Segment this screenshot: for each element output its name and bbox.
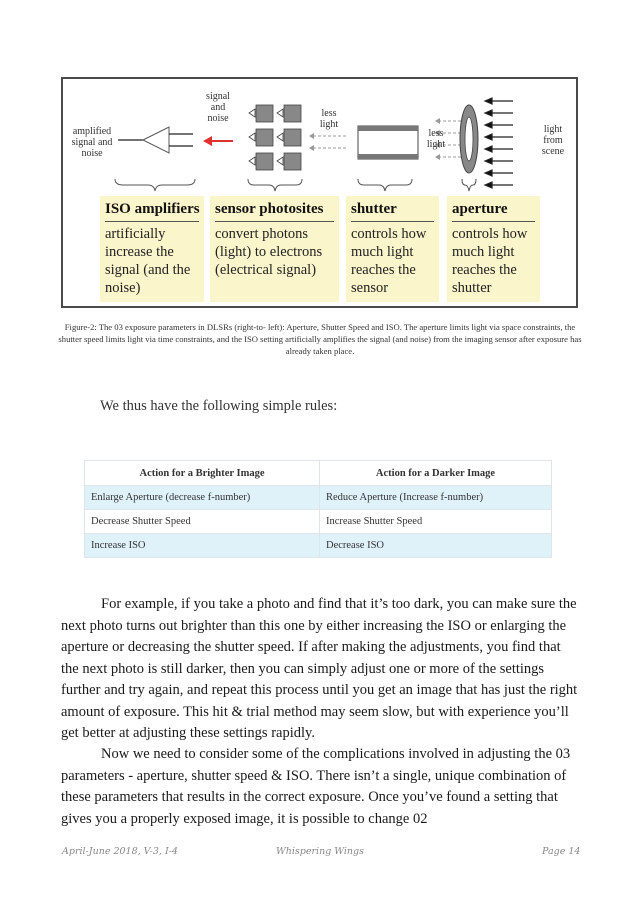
aperture-icon xyxy=(460,105,478,173)
card-aperture xyxy=(447,196,540,302)
table-cell: Reduce Aperture (Increase f-number) xyxy=(319,486,551,510)
table-row xyxy=(85,510,552,534)
table-cell: Enlarge Aperture (decrease f-number) xyxy=(85,486,320,510)
card-desc: controls how much light reaches the sensor xyxy=(351,226,427,296)
table-cell: Decrease ISO xyxy=(319,534,551,558)
card-title: shutter xyxy=(351,200,434,222)
header-brighter: Action for a Brighter Image xyxy=(85,461,320,486)
amplifier-icon xyxy=(118,127,193,153)
card-desc: artificially increase the signal (and the noise) xyxy=(105,226,191,296)
card-iso-amplifiers xyxy=(100,196,204,302)
table-cell: Decrease Shutter Speed xyxy=(85,510,320,534)
exposure-figure xyxy=(61,77,578,308)
figure-cards xyxy=(100,196,540,302)
footer-page-number: Page 14 xyxy=(542,846,581,857)
table-cell: Increase ISO xyxy=(85,534,320,558)
card-title: sensor photosites xyxy=(215,200,334,222)
amplified-signal-label: amplified signal and noise xyxy=(71,126,113,159)
paragraph-text: For example, if you take a photo and find that it’s too dark, you can make sure the next photo turns out brighter than this one by either increasing the ISO or enlarging the aperture or decreasing the shutter speed. If after making the adjustments, you find that the next photo is still darker, then you can simply adjust one or more of the settings further and try again, and repeat this process until you get an image that has just the right amount of exposure. This hit & trial method may seem slow, but with experience you’ll get better at adjusting these settings rapidly. xyxy=(61,596,578,741)
table-row xyxy=(85,534,552,558)
paragraph-2 xyxy=(61,744,579,830)
table-header-row xyxy=(85,461,552,486)
shutter-icon xyxy=(358,126,418,159)
card-title: aperture xyxy=(452,200,535,222)
photosites-icon xyxy=(249,105,301,170)
signal-noise-label: signal and noise xyxy=(206,91,230,124)
footer-issue: April-June 2018, V-3, I-4 xyxy=(62,846,178,857)
less-light-label-1: less light xyxy=(319,108,339,130)
exposure-rules-table xyxy=(84,460,552,558)
footer-publication: Whispering Wings xyxy=(276,846,365,857)
table-row xyxy=(85,486,552,510)
paragraph-1 xyxy=(61,594,579,745)
card-shutter xyxy=(346,196,439,302)
card-desc: convert photons (light) to electrons (electrical signal) xyxy=(215,226,323,278)
paragraph-text: Now we need to consider some of the complications involved in adjusting the 03 parameters - aperture, shutter speed & ISO. There isn’t a single, unique combination of these parameters that results in the correct exposure. Once you’ve found a setting that gives you a properly exposed image, it is possible to change 02 xyxy=(61,746,571,827)
table-cell: Increase Shutter Speed xyxy=(319,510,551,534)
header-darker: Action for a Darker Image xyxy=(319,461,551,486)
brace-icons xyxy=(115,179,476,191)
figure-caption: Figure-2: The 03 exposure parameters in DLSRs (right-to- left): Aperture, Shutter Speed and ISO. The aperture limits light via space constraints, the shutter speed limits light via time constraints, and the ISO setting artificially amplifies the signal (and noise) from the imaging sensor after exposure has already taken place. xyxy=(58,322,582,356)
exposure-diagram xyxy=(63,79,576,199)
incoming-light-icon xyxy=(485,98,513,188)
less-light-label-2: less light xyxy=(426,128,446,150)
signal-arrow-icon xyxy=(203,136,233,146)
card-title: ISO amplifiers xyxy=(105,200,199,222)
rules-intro: We thus have the following simple rules: xyxy=(100,398,338,414)
light-from-scene-label: light from scene xyxy=(541,124,565,157)
card-sensor-photosites xyxy=(210,196,339,302)
card-desc: controls how much light reaches the shutter xyxy=(452,226,528,296)
